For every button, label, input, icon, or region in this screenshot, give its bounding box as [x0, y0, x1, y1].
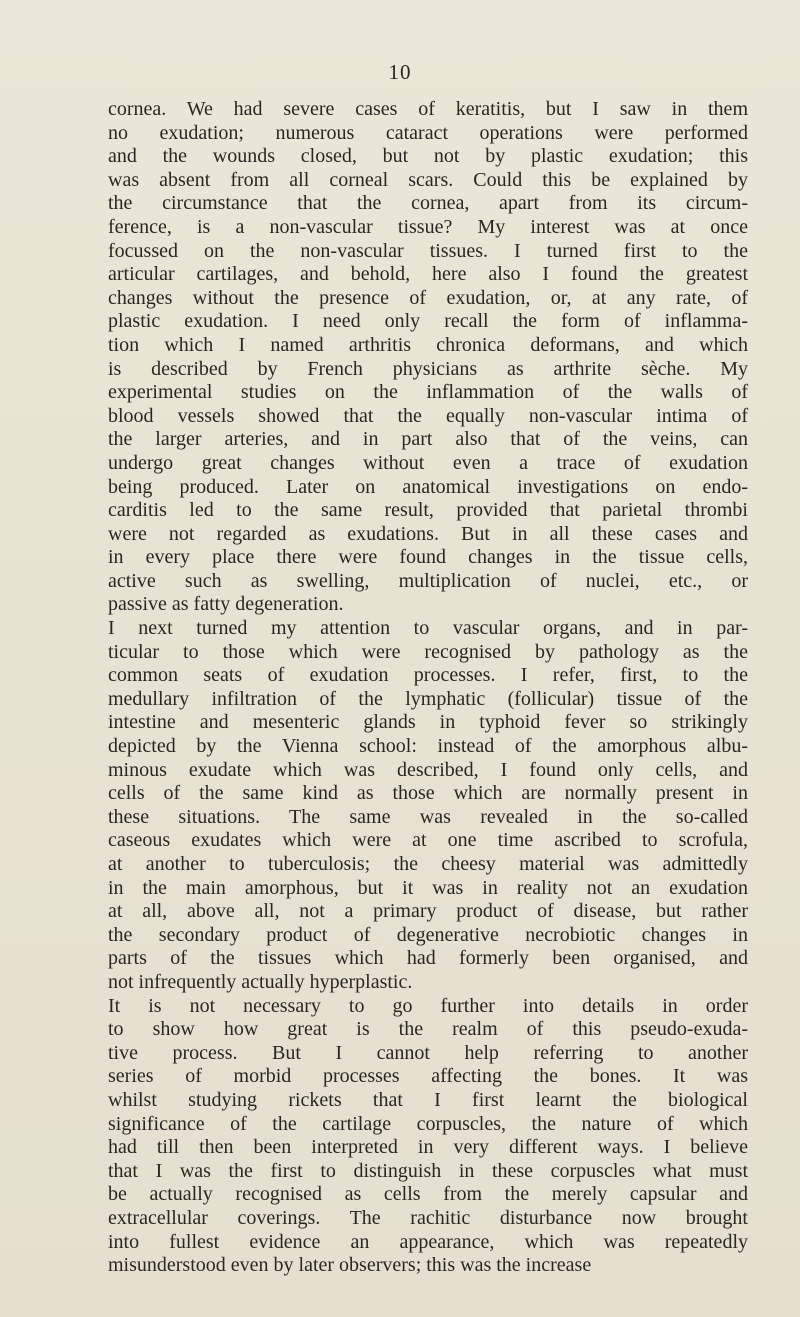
text-line: caseous exudates which were at one time ascribed to scrofula, — [108, 829, 748, 852]
text-line: be actually recognised as cells from the merely capsular and — [108, 1183, 748, 1206]
text-line: articular cartilages, and behold, here also I found the greatest — [108, 263, 748, 286]
text-line: to show how great is the realm of this pseudo-exuda- — [108, 1018, 748, 1041]
text-line: undergo great changes without even a trace of exudation — [108, 451, 748, 474]
text-line: depicted by the Vienna school: instead of the amorphous albu- — [108, 735, 748, 758]
text-line: ticular to those which were recognised by pathology as the — [108, 640, 748, 663]
text-line: the larger arteries, and in part also that of the veins, can — [108, 428, 748, 451]
page-number: 10 — [388, 60, 412, 84]
text-line: tion which I named arthritis chronica deformans, and which — [108, 333, 748, 356]
text-line: focussed on the non-vascular tissues. I turned first to the — [108, 239, 748, 262]
text-line: cells of the same kind as those which are normally present in — [108, 782, 748, 805]
text-line: passive as fatty degeneration. — [108, 593, 344, 616]
text-line: minous exudate which was described, I found only cells, and — [108, 758, 748, 781]
text-line: in the main amorphous, but it was in reality not an exudation — [108, 876, 748, 899]
text-line: into fullest evidence an appearance, which was repeatedly — [108, 1230, 748, 1253]
text-line: at another to tuberculosis; the cheesy material was admittedly — [108, 853, 748, 875]
text-line: active such as swelling, multiplication of nuclei, etc., or — [108, 569, 748, 592]
text-line: no exudation; numerous cataract operations were performed — [108, 121, 748, 144]
text-line: that I was the first to distinguish in these corpuscles what must — [108, 1159, 748, 1182]
text-line: experimental studies on the inflammation of the walls of — [108, 381, 748, 404]
text-line: It is not necessary to go further into details in order — [108, 994, 748, 1017]
text-line: and the wounds closed, but not by plastic exudation; this — [108, 145, 748, 168]
text-line: extracellular coverings. The rachitic disturbance now brought — [108, 1206, 748, 1229]
text-line: the circumstance that the cornea, apart from its circum- — [108, 192, 748, 215]
text-line: at all, above all, not a primary product of disease, but rather — [108, 900, 748, 923]
text-line: carditis led to the same result, provided that parietal thrombi — [108, 499, 748, 522]
text-line: in every place there were found changes in the tissue cells, — [108, 546, 748, 569]
text-line: misunderstood even by later observers; this was the increase — [108, 1254, 592, 1277]
text-line: tive process. But I cannot help referring to another — [108, 1041, 748, 1064]
body-text — [108, 98, 748, 1278]
text-line: plastic exudation. I need only recall the form of inflamma- — [108, 310, 748, 333]
text-line: had till then been interpreted in very different ways. I believe — [108, 1136, 748, 1159]
text-line: changes without the presence of exudation, or, at any rate, of — [108, 286, 748, 309]
text-line: common seats of exudation processes. I refer, first, to the — [108, 664, 748, 687]
text-line: these situations. The same was revealed in the so-called — [108, 805, 748, 828]
text-line: series of morbid processes affecting the bones. It was — [108, 1065, 748, 1088]
text-line: ference, is a non-vascular tissue? My interest was at once — [108, 215, 748, 238]
text-line: the secondary product of degenerative necrobiotic changes in — [108, 923, 748, 946]
text-line: parts of the tissues which had formerly been organised, and — [108, 947, 748, 970]
text-line: I next turned my attention to vascular organs, and in par- — [108, 617, 748, 640]
text-line: not infrequently actually hyperplastic. — [108, 970, 413, 993]
text-line: cornea. We had severe cases of keratitis, but I saw in them — [108, 98, 748, 120]
text-line: intestine and mesenteric glands in typhoid fever so strikingly — [108, 711, 748, 734]
text-line: is described by French physicians as arthrite sèche. My — [108, 357, 748, 380]
text-line: were not regarded as exudations. But in all these cases and — [108, 522, 748, 545]
text-line: was absent from all corneal scars. Could this be explained by — [108, 168, 748, 191]
text-line: blood vessels showed that the equally non-vascular intima of — [108, 404, 748, 427]
text-line: significance of the cartilage corpuscles, the nature of which — [108, 1112, 748, 1135]
text-line: being produced. Later on anatomical investigations on endo- — [108, 475, 748, 498]
text-line: medullary infiltration of the lymphatic (follicular) tissue of the — [108, 687, 748, 710]
text-line: whilst studying rickets that I first learnt the biological — [108, 1088, 748, 1111]
